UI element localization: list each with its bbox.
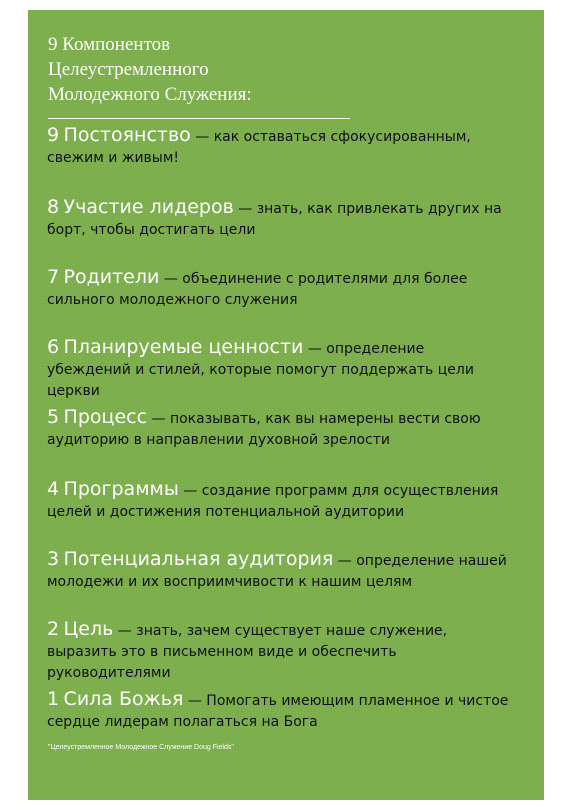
item-number: 7 [47,266,60,288]
item-number: 3 [47,548,60,570]
item-description: — знать, как привлекать других на борт, чтобы достигать цели [47,201,502,238]
item-number: 1 [47,688,60,710]
item-heading: Участие лидеров [63,196,234,218]
list-item [47,407,512,451]
list-item [47,619,512,684]
item-heading: Сила Божья [63,688,184,710]
item-description: — объединение с родителями для более сильного молодежного служения [47,271,468,308]
item-heading: Постоянство [63,124,191,146]
item-description: — показывать, как вы намерены вести свою аудиторию в направлении духовной зрелости [47,411,481,448]
item-description: — определение убеждений и стилей, которые помогут поддержать цели церкви [47,341,474,399]
item-description: — определение нашей молодежи и их восприимчивости к нашим целям [47,553,507,590]
item-heading: Планируемые ценности [63,336,304,358]
title-line-1: 9 Компонентов [48,34,171,55]
item-description: — знать, зачем существует наше служение, выразить это в письменном виде и обеспечить руководителями [47,623,448,681]
title-line-2: Целеустремленного [48,59,209,80]
list-item [47,267,512,311]
item-heading: Родители [63,266,160,288]
list-item [47,197,512,241]
item-number: 8 [47,196,60,218]
list-item [47,337,512,402]
item-description: — как оставаться сфокусированным, свежим и живым! [47,129,471,166]
item-heading: Программы [63,478,179,500]
item-heading: Процесс [63,406,148,428]
item-number: 2 [47,618,60,640]
list-item [47,549,512,593]
item-number: 6 [47,336,60,358]
item-number: 9 [47,124,60,146]
item-description: — создание программ для осуществления целей и достижения потенциальной аудитории [47,483,499,520]
list-item [47,689,512,733]
item-heading: Цель [63,618,114,640]
item-number: 4 [47,478,60,500]
title-line-3: Молодежного Служения: [48,84,252,105]
item-number: 5 [47,406,60,428]
source-credit: "Целеустремленное Молодежное Служение Doug Fields" [48,744,234,751]
list-item [47,479,512,523]
item-heading: Потенциальная аудитория [63,548,334,570]
title-divider [48,118,350,119]
item-description: — Помогать имеющим пламенное и чистое сердце лидерам полагаться на Бога [47,693,509,730]
list-item [47,125,512,169]
page-title [48,32,348,107]
